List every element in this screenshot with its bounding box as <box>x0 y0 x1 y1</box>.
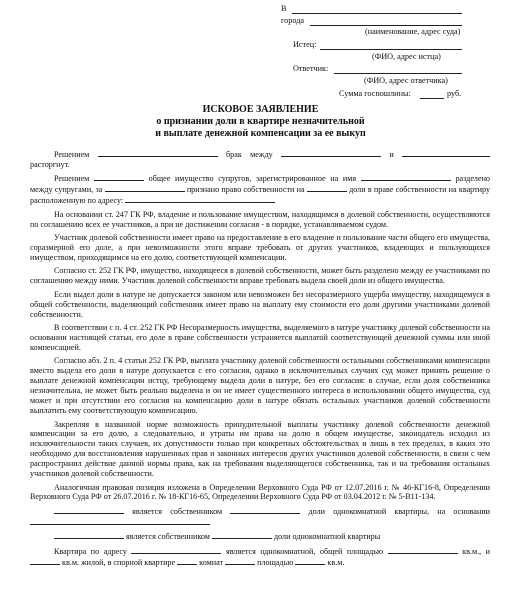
paragraph-supreme-court: Аналогичная правовая позиция изложена в Определении Верховного Суда РФ от 12.07.2016 г. № 46-КГ16-8, Определении Верховного Суда РФ от 26.07.2016 г. № 18-КГ16-65, Определении Верховного Суда РФ от 03.04.2012 г. № 5-В11-134. <box>30 482 490 502</box>
division-decision-field[interactable] <box>94 173 144 181</box>
decision-field[interactable] <box>98 149 218 157</box>
paragraph-art252-p4: В соответствии с п. 4 ст. 252 ГК РФ Несоразмерность имущества, выделяемого в натуре участнику долевой собственности на основании настоящей статьи, его доле в праве собственности устраняется выплатой соответствующей денежной суммы или иной компенсацией. <box>30 323 490 352</box>
plaintiff-label: Истец: <box>293 40 317 49</box>
spouse2-field[interactable] <box>402 149 490 157</box>
owner-name-field[interactable] <box>361 173 451 181</box>
defendant-hint: (ФИО, адрес ответчика) <box>364 76 448 85</box>
owner1-share-field[interactable] <box>230 506 300 514</box>
rooms-field[interactable] <box>177 557 197 565</box>
total-area-field[interactable] <box>388 546 458 554</box>
owner1-field[interactable] <box>54 506 124 514</box>
fee-field[interactable] <box>420 98 444 99</box>
document-title: ИСКОВОЕ ЗАЯВЛЕНИЕ <box>202 104 319 115</box>
defendant-label: Ответчик: <box>293 64 329 73</box>
share-size-field[interactable] <box>307 184 347 192</box>
room-area-field[interactable] <box>295 557 325 565</box>
paragraph-abz2: Согласно абз. 2 п. 4 статьи 252 ГК РФ, выплата участнику долевой собственности остальными собственниками компенсации вместо выдела его доли в натуре допускается с его согласия, однако в исключительных случаях суд может принять решение о выплате денежной компенсации истцу, требующему выдела доли в натуре, без его согласия: в случае, если доля собственника незначительна, не может быть реально выделена и он не имеет существенного интереса в использовании общего имущества, суд может и при отсутствии его согласия на компенсацию доли в натуре обязать остальных участников долевой собственности выплатить ему соответствующую компенсацию. <box>30 356 490 415</box>
paragraph-owner2: является собственником доли однокомнатной квартиры <box>30 531 490 542</box>
document-subtitle-2: и выплате денежной компенсации за ее выкуп <box>155 128 366 139</box>
plaintiff-hint: (ФИО, адрес истца) <box>372 52 441 61</box>
owner2-share-field[interactable] <box>212 531 272 539</box>
apartment-field[interactable] <box>131 546 221 554</box>
paragraph-art247: На основании ст. 247 ГК РФ, владение и пользование имуществом, находящимся в долевой собственности, осуществляются по соглашению всех ее участников, а при не достижении согласия - в порядке, устанавливаемом судом. <box>30 209 490 229</box>
fee-unit: руб. <box>447 89 462 98</box>
fee-label: Сумма госпошлины: <box>339 89 411 98</box>
apartment-address-field[interactable] <box>125 195 275 203</box>
plaintiff-field[interactable] <box>320 49 462 50</box>
paragraph-apartment: Квартира по адресу является однокомнатной, общей площадью кв.м., и кв.м. жилой, в спорной квартире комнат площадью кв.м. <box>30 546 490 568</box>
rooms-detail-field[interactable] <box>225 557 255 565</box>
document-body <box>30 149 490 571</box>
court-name-field[interactable] <box>292 13 462 14</box>
paragraph-divorce: Решением брак между и расторгнут. <box>30 149 490 170</box>
city-field[interactable] <box>310 25 462 26</box>
paragraph-owner1: является собственником доли однокомнатной квартиры, на основании <box>30 506 490 528</box>
paragraph-division: Решением общее имущество супругов, зарегистрированное на имя разделено между супругами, за признано право собственности на доли в праве собственности на квартиру расположенную по адресу: <box>30 174 491 206</box>
share-owner-field[interactable] <box>105 184 185 192</box>
paragraph-art252: Согласно ст. 252 ГК РФ, имущество, находящееся в долевой собственности, может быть разделено между ее участниками по соглашению между ними. Участник долевой собственности вправе требовать выдела своей доли из общего имущества. <box>30 266 490 286</box>
city-label: города <box>281 16 304 25</box>
defendant-field[interactable] <box>334 73 462 74</box>
paragraph-compensation: Если выдел доли в натуре не допускается законом или невозможен без несоразмерного ущерба имуществу, находящемуся в общей собственности, выделяющий собственник имеет право на выплату ему стоимости его доли другими участниками долевой собственности. <box>30 289 490 319</box>
owner1-basis-field[interactable] <box>30 517 210 525</box>
paragraph-legislator: Закрепляя в названной норме возможность принудительной выплаты участнику долевой собственности денежной компенсации за его долю, а следовательно, и утраты им права на долю в общем имуществе, законодатель исходил из исключительности таких случаев, их допустимости только при конкретных обстоятельствах и лишь в тех пределах, в каких это необходимо для восстановления нарушенных прав и законных интересов других участников долевой собственности, в связи с чем распространил действие данной нормы права, как на требования выделяющегося собственника, так и на требования остальных участников долевой собственности. <box>30 419 490 479</box>
paragraph-ownership-right: Участник долевой собственности имеет право на предоставление в его владение и пользование части общего его имущества, соразмерной его доле, а при невозможности этого вправе требовать от других участников, владеющих и пользующихся имуществом, приходящимся на его долю, соответствующей компенсации. <box>30 233 490 262</box>
court-prefix: В <box>281 4 287 13</box>
spouse1-field[interactable] <box>281 149 381 157</box>
court-hint: (наименование, адрес суда) <box>365 27 461 36</box>
living-area-field[interactable] <box>30 557 60 565</box>
owner2-field[interactable] <box>54 531 124 539</box>
document-subtitle-1: о признании доли в квартире незначительной <box>156 116 365 127</box>
